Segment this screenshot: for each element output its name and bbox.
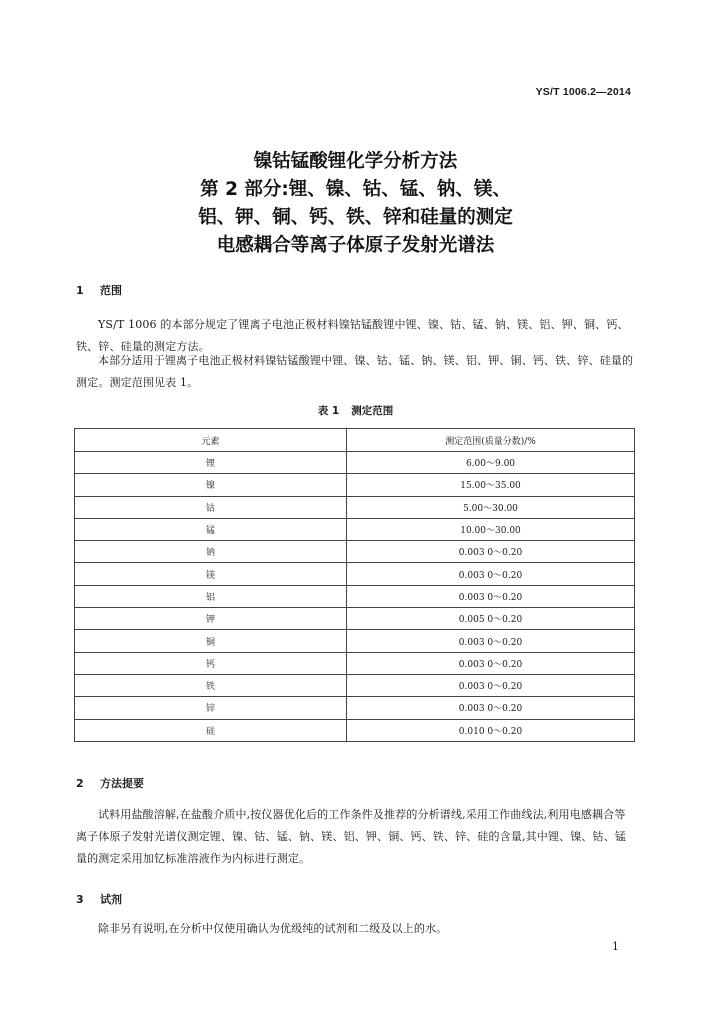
range-cell: 0.003 0～0.20 <box>347 563 635 585</box>
title-line-3: 铝、钾、铜、钙、铁、锌和硅量的测定 <box>198 207 513 228</box>
element-cell: 硅 <box>75 719 347 741</box>
section-3-paragraph-text: 除非另有说明,在分析中仅使用确认为优级纯的试剂和二级及以上的水。 <box>98 922 448 935</box>
element-cell: 钾 <box>75 608 347 630</box>
element-cell: 钴 <box>75 496 347 518</box>
table-row <box>75 719 635 741</box>
range-cell: 0.003 0～0.20 <box>347 697 635 719</box>
section-1-paragraph-1-text: YS/T 1006 的本部分规定了锂离子电池正极材料镍钴锰酸锂中锂、镍、钴、锰、钠、镁、铝、钾、铜、钙、铁、锌、硅量的测定方法。 <box>76 318 629 353</box>
element-cell: 铝 <box>75 585 347 607</box>
table-row <box>75 541 635 563</box>
table-row <box>75 608 635 630</box>
table-row <box>75 518 635 540</box>
table-header-row <box>75 429 635 452</box>
section-2-heading <box>76 775 144 791</box>
range-cell: 0.010 0～0.20 <box>347 719 635 741</box>
section-3-paragraph <box>76 918 636 940</box>
title-line-1: 镍钴锰酸锂化学分析方法 <box>253 151 458 172</box>
element-cell: 锰 <box>75 518 347 540</box>
section-1-paragraph-2-text: 本部分适用于锂离子电池正极材料镍钴锰酸锂中锂、镍、钴、锰、钠、镁、铝、钾、铜、钙、铁、锌、硅量的测定。测定范围见表 1。 <box>76 354 634 389</box>
table-1-number: 表 1 <box>317 405 340 417</box>
table-1-caption <box>0 403 711 418</box>
section-3-number: 3 <box>76 893 84 906</box>
range-cell: 6.00～9.00 <box>347 452 635 474</box>
table-row <box>75 697 635 719</box>
table-row <box>75 474 635 496</box>
range-cell: 10.00～30.00 <box>347 518 635 540</box>
section-1-heading <box>76 282 122 298</box>
range-cell: 0.003 0～0.20 <box>347 674 635 696</box>
section-3-heading <box>76 891 122 907</box>
measurement-range-table <box>74 428 635 742</box>
table-row <box>75 496 635 518</box>
table-row <box>75 630 635 652</box>
element-cell: 镍 <box>75 474 347 496</box>
range-cell: 0.005 0～0.20 <box>347 608 635 630</box>
range-cell: 5.00～30.00 <box>347 496 635 518</box>
range-cell: 0.003 0～0.20 <box>347 630 635 652</box>
section-1-number: 1 <box>76 284 84 297</box>
column-header-range: 测定范围(质量分数)/% <box>347 429 635 452</box>
range-cell: 0.003 0～0.20 <box>347 541 635 563</box>
table-row <box>75 585 635 607</box>
title-line-4: 电感耦合等离子体原子发射光谱法 <box>216 235 495 256</box>
table-row <box>75 652 635 674</box>
element-cell: 铜 <box>75 630 347 652</box>
section-2-paragraph-text: 试料用盐酸溶解,在盐酸介质中,按仪器优化后的工作条件及推荐的分析谱线,采用工作曲线法,利用电感耦合等离子体原子发射光谱仪测定锂、镍、钴、锰、钠、镁、铝、钾、铜、钙、铁、锌、硅的含量,其中锂、镍、钴、锰量的测定采用加钇标准溶液作为内标进行测定。 <box>76 808 626 865</box>
table-1-title: 测定范围 <box>351 405 394 417</box>
element-cell: 镁 <box>75 563 347 585</box>
element-cell: 铁 <box>75 674 347 696</box>
table-row <box>75 563 635 585</box>
table-row <box>75 674 635 696</box>
range-cell: 0.003 0～0.20 <box>347 652 635 674</box>
section-1-title: 范围 <box>100 284 122 297</box>
section-2-title: 方法提要 <box>100 777 144 790</box>
column-header-element: 元素 <box>75 429 347 452</box>
element-cell: 锌 <box>75 697 347 719</box>
document-title <box>0 148 711 260</box>
title-line-2: 第 2 部分:锂、镍、钴、锰、钠、镁、 <box>200 179 511 200</box>
range-cell: 15.00～35.00 <box>347 474 635 496</box>
element-cell: 钠 <box>75 541 347 563</box>
range-cell: 0.003 0～0.20 <box>347 585 635 607</box>
element-cell: 锂 <box>75 452 347 474</box>
section-1-paragraph-2 <box>76 350 636 394</box>
element-cell: 钙 <box>75 652 347 674</box>
standard-code: YS/T 1006.2—2014 <box>535 86 631 98</box>
section-2-paragraph <box>76 804 636 870</box>
page-number: 1 <box>612 940 619 953</box>
section-2-number: 2 <box>76 777 84 790</box>
table-row <box>75 452 635 474</box>
section-3-title: 试剂 <box>100 893 122 906</box>
